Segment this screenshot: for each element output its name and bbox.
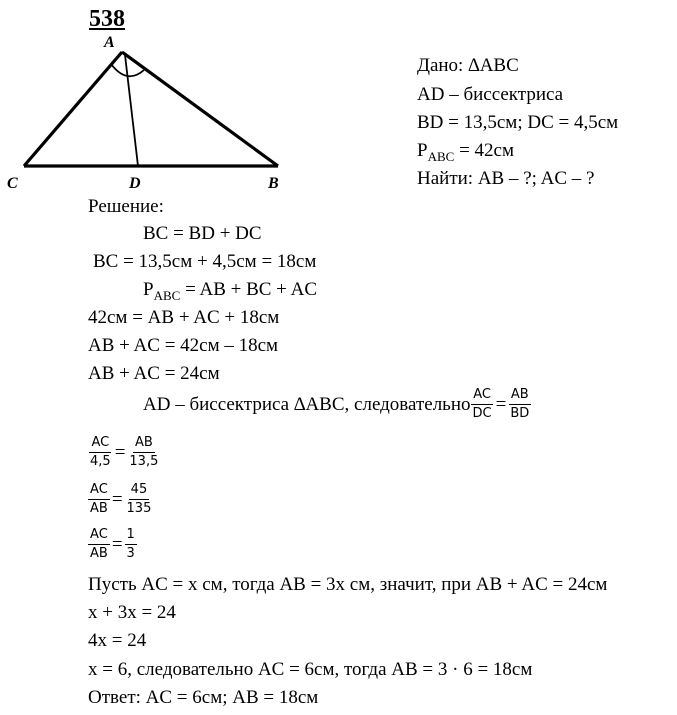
equals-sign: = — [114, 442, 126, 464]
solution-line-4: 42см = AB + AC + 18см — [88, 307, 280, 328]
let-statement: Пусть AC = x см, тогда AB = 3x см, значит, при AB + AC = 24см — [88, 574, 608, 595]
proportion-left-fraction — [88, 528, 110, 562]
proportion-left-fraction — [88, 436, 113, 470]
frac-numerator: AC — [88, 483, 110, 500]
perimeter-p: P — [417, 140, 428, 161]
bisector-ad — [125, 55, 138, 166]
equation-1: x + 3x = 24 — [88, 602, 176, 623]
equation-2: 4x = 24 — [88, 630, 147, 651]
perimeter-value: = 42см — [454, 140, 514, 161]
equals-sign: = — [111, 489, 123, 511]
equation-3: x = 6, следовательно AC = 6см, тогда AB = 3 · 6 = 18см — [88, 659, 533, 680]
proportion-right-fraction — [127, 436, 160, 470]
vertex-label-d: D — [129, 175, 141, 192]
solution-line-3 — [143, 279, 317, 303]
line3-p: P — [143, 279, 154, 300]
proportion-2 — [88, 483, 153, 517]
given-perimeter — [417, 140, 514, 164]
frac-denominator: 135 — [126, 500, 152, 516]
solution-heading: Решение: — [88, 196, 164, 217]
frac-numerator: AB — [133, 436, 155, 453]
given-bisector: AD – биссектриса — [417, 84, 564, 105]
triangle-figure — [0, 0, 300, 195]
frac-denominator: DC — [472, 405, 492, 421]
frac-denominator: 4,5 — [90, 453, 111, 469]
vertex-label-c: C — [7, 175, 18, 192]
frac-numerator: AC — [88, 528, 110, 545]
frac-denominator: 3 — [126, 545, 135, 561]
solution-line-2: BC = 13,5см + 4,5см = 18см — [93, 251, 317, 272]
line3-rest: = AB + BC + AC — [180, 279, 317, 300]
given-segments: BD = 13,5см; DC = 4,5см — [417, 112, 619, 133]
perimeter-sub: ABC — [427, 149, 455, 164]
equals-sign: = — [111, 534, 123, 556]
proportion-3 — [88, 528, 137, 562]
solution-line-5: AB + AC = 42см – 18см — [88, 335, 279, 356]
bisector-fraction-1 — [471, 388, 494, 422]
solution-line-6: AB + AC = 24см — [88, 363, 220, 384]
given-find: Найти: AB – ?; AC – ? — [417, 168, 595, 189]
answer-line: Ответ: AC = 6см; AB = 18см — [88, 687, 319, 708]
side-ab — [122, 52, 278, 166]
frac-denominator: 13,5 — [129, 453, 159, 469]
vertex-label-a: A — [104, 34, 115, 51]
bisector-fraction-2 — [508, 388, 531, 422]
bisector-property-line — [143, 388, 531, 422]
frac-numerator: AC — [471, 388, 493, 405]
frac-numerator: 45 — [129, 483, 150, 500]
frac-numerator: AC — [89, 436, 111, 453]
proportion-right-fraction — [125, 528, 137, 562]
frac-denominator: AB — [90, 545, 108, 561]
proportion-1 — [88, 436, 160, 470]
solution-line-1: BC = BD + DC — [143, 223, 262, 244]
bisector-text: AD – биссектриса ∆ABC, следовательно — [143, 394, 471, 416]
given-title: Дано: ∆ABC — [417, 55, 519, 76]
frac-numerator: AB — [509, 388, 531, 405]
side-ca — [24, 52, 122, 166]
frac-denominator: AB — [90, 500, 108, 516]
proportion-left-fraction — [88, 483, 110, 517]
proportion-right-fraction — [125, 483, 154, 517]
line3-sub: ABC — [153, 288, 181, 303]
equals-sign: = — [495, 394, 507, 416]
problem-number: 538 — [89, 6, 125, 32]
vertex-label-b: B — [268, 175, 279, 192]
frac-numerator: 1 — [125, 528, 137, 545]
frac-denominator: BD — [510, 405, 530, 421]
